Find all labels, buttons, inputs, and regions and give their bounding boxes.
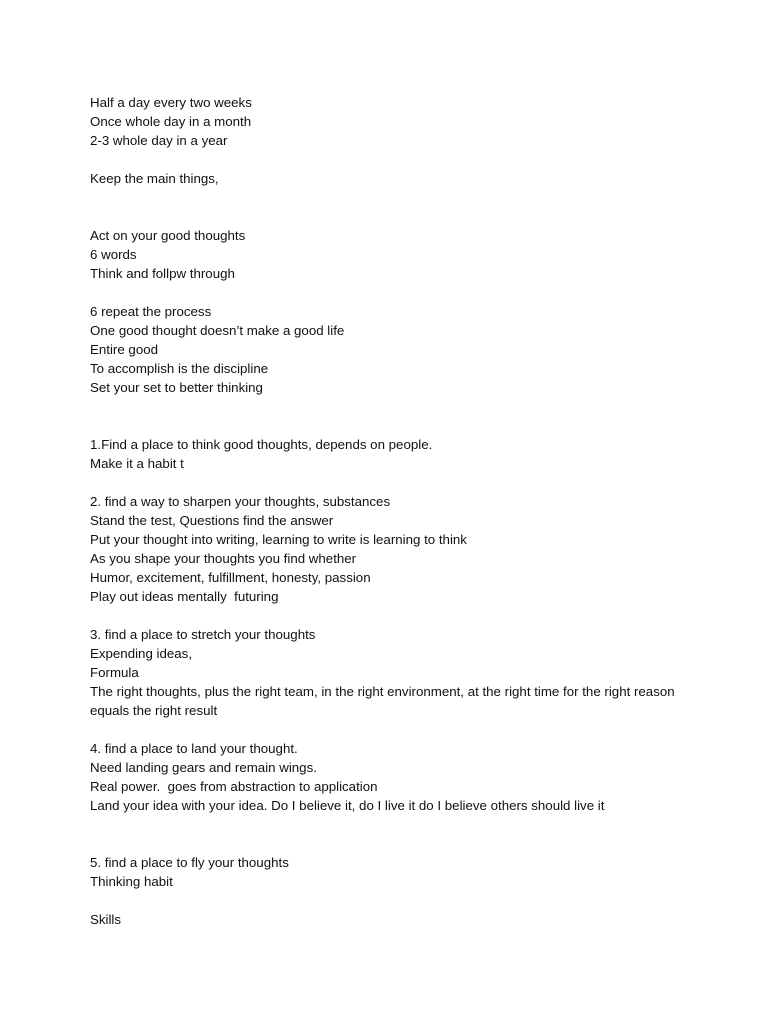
text-line-37: Land your idea with your idea. Do I believe it, do I live it do I believe others should live it [90,798,605,813]
blank-line [90,150,690,169]
text-line-31: Formula [90,665,139,680]
text-line-36: Real power. goes from abstraction to application [90,779,378,794]
text-line-35: Need landing gears and remain wings. [90,760,317,775]
blank-line [90,473,690,492]
document-page [90,93,690,929]
text-line-32: The right thoughts, plus the right team, in the right environment, at the right time for the right reason equals the right result [90,684,675,718]
text-line-22: 2. find a way to sharpen your thoughts, substances [90,494,391,509]
text-line-24: Put your thought into writing, learning to write is learning to think [90,532,467,547]
text-line-15: To accomplish is the discipline [90,361,269,376]
text-line-16: Set your set to better thinking [90,380,263,395]
text-line-5: Keep the main things, [90,171,219,186]
text-line-40: 5. find a place to fly your thoughts [90,855,289,870]
text-line-43: Skills [90,912,122,927]
text-line-41: Thinking habit [90,874,173,889]
blank-line [90,891,690,910]
text-line-34: 4. find a place to land your thought. [90,741,298,756]
blank-line [90,834,690,853]
blank-line [90,815,690,834]
text-line-25: As you shape your thoughts you find whether [90,551,357,566]
text-line-26: Humor, excitement, fulfillment, honesty, passion [90,570,371,585]
text-line-1: Half a day every two weeks [90,95,252,110]
text-line-29: 3. find a place to stretch your thoughts [90,627,316,642]
text-line-2: Once whole day in a month [90,114,252,129]
blank-line [90,416,690,435]
text-line-14: Entire good [90,342,159,357]
text-line-8: Act on your good thoughts [90,228,246,243]
text-line-23: Stand the test, Questions find the answer [90,513,334,528]
text-line-30: Expending ideas, [90,646,193,661]
blank-line [90,207,690,226]
text-line-9: 6 words [90,247,137,262]
blank-line [90,283,690,302]
text-line-27: Play out ideas mentally futuring [90,589,279,604]
text-line-3: 2-3 whole day in a year [90,133,228,148]
blank-line [90,720,690,739]
text-line-12: 6 repeat the process [90,304,212,319]
text-line-10: Think and follpw through [90,266,235,281]
blank-line [90,188,690,207]
text-line-20: Make it a habit t [90,456,184,471]
blank-line [90,606,690,625]
text-line-13: One good thought doesn’t make a good life [90,323,345,338]
blank-line [90,397,690,416]
text-line-19: 1.Find a place to think good thoughts, depends on people. [90,437,433,452]
